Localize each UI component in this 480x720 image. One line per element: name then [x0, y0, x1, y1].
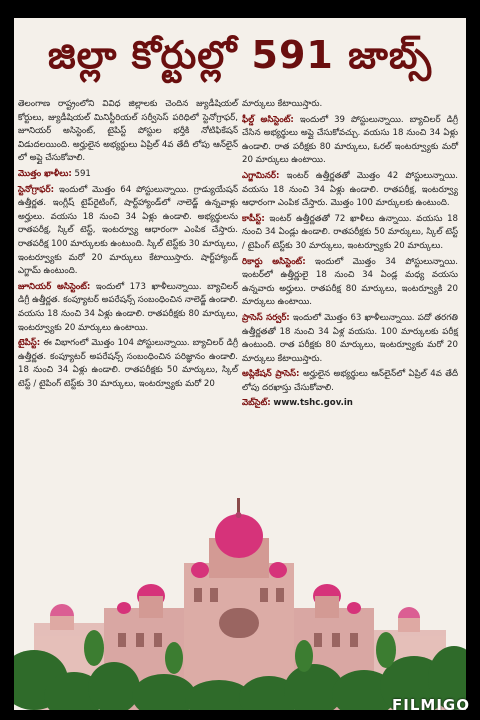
field-assistant-label: ఫీల్డ్ అసిస్టెంట్:: [242, 114, 294, 125]
process-server-text: ఇందులో మొత్తం 63 ఖాళీలున్నాయి. పదో తరగతి ఉత్తీర్ణతతో 18 నుంచి 34 ఏళ్ల వయసు. 100 మార్కులకు పరీక్ష ఉంటుంది. రాత పరీక్షకు 80 మార్కులు, ఇంటర్వ్యూకు మరో 20 మార్కులు కేటాయిస్తారు.: [242, 312, 459, 364]
newspaper-clipping: [14, 18, 466, 710]
right-column: [242, 98, 458, 413]
process-server-section: [242, 312, 458, 366]
filmigo-watermark: FILMIGO: [392, 696, 470, 714]
intro-paragraph: తెలంగాణ రాష్ట్రంలోని వివిధ జిల్లాలకు చెందిన జ్యుడీషియల్ కోర్టులు, జ్యుడీషియల్ మినిస్టీరియల్ సర్వీసెస్ పరిధిలో స్టెనోగ్రాఫర్, జూనియర్ అసిస్టెంట్, టైపిస్ట్ పోస్టుల భర్తీకి నోటిఫికేషన్ విడుదలయింది. అర్హులైన అభ్యర్థులు ఏప్రిల్ 4వ తేదీ లోపు ఆన్‌లైన్ లో అప్లై చేసుకోవాలి.: [18, 99, 238, 164]
copyist-text: ఇంటర్ ఉత్తీర్ణతతో 72 ఖాళీలు ఉన్నాయి. వయసు 18 నుంచి 34 ఏండ్లు ఉండాలి. రాతపరీక్షకు 50 మార్కులు, స్కిల్ టెస్ట్ / టైపింగ్ టెస్ట్‌కు 30 మార్కులు, ఇంటర్వ్యూకు 20 మార్కులు.: [242, 213, 459, 251]
stenographer-label: స్టెనోగ్రాఫర్:: [18, 184, 55, 195]
copyist-label: కాపీస్ట్:: [242, 213, 265, 224]
stenographer-section: [18, 184, 238, 279]
process-server-label: ప్రాసెస్ సర్వర్:: [242, 312, 290, 323]
stenographer-text: ఇందులో మొత్తం 64 పోస్టులున్నాయి. గ్రాడ్యుయేషన్ ఉత్తీర్ణత. ఇంగ్లీష్ టైప్‌రైటింగ్, షార్ట్‌హ్యాండ్‌లో నాలెడ్జ్ ఉన్నవాళ్లు అర్హులు. వయసు 18 నుంచి 34 ఏళ్లు ఉండాలి. అభ్యర్థులను రాతపరీక్ష, స్కిల్ టెస్ట్, ఇంటర్వ్యూ ఆధారంగా ఎంపిక చేస్తారు. రాతపరీక్ష 100 మార్కులకు ఉంటుంది. స్కిల్ టెస్ట్‌కు 30 మార్కులు, ఇంటర్వ్యూకు మరో 20 మార్కులు కేటాయిస్తారు. షార్ట్‌హ్యాండ్ ఎగ్జామ్ ఉంటుంది.: [18, 184, 239, 277]
record-assistant-section: [242, 256, 458, 310]
junior-assistant-section: [18, 281, 238, 335]
field-assistant-text: ఇందులో 39 పోస్టులున్నాయి. బ్యాచిలర్ డిగ్రీ చేసిన అభ్యర్థులు అప్లై చేసుకోవచ్చు. వయసు 18 నుంచి 34 ఏళ్లు ఉండాలి. రాత పరీక్షకు 80 మార్కులు, ఓరల్ ఇంటర్వ్యూకు మరో 20 మార్కులు ఉంటాయి.: [242, 114, 458, 166]
total-vacancies: [18, 168, 238, 182]
record-assistant-text: ఇందులో మొత్తం 34 పోస్టులున్నాయి. ఇంటర్‌లో ఉత్తీర్ణులై 18 నుంచి 34 ఏండ్ల మధ్య వయసు ఉన్నవారు అర్హులు. రాతపరీక్ష 80 మార్కులు, ఇంటర్వ్యూకి 20 మార్కులు ఉంటాయి.: [242, 256, 458, 308]
continued-text: మార్కులు కేటాయిస్తారు.: [242, 99, 323, 109]
field-assistant-section: [242, 114, 458, 168]
total-value: 591: [74, 168, 91, 179]
examiner-section: [242, 170, 458, 211]
typist-label: టైపిస్ట్:: [18, 338, 41, 349]
headline: జిల్లా కోర్టుల్లో 591 జాబ్స్: [47, 33, 433, 77]
examiner-text: ఇంటర్ ఉత్తీర్ణతతో మొత్తం 42 పోస్టులున్నాయి. వయసు 18 నుంచి 34 ఏళ్లు ఉండాలి. రాతపరీక్ష, ఇంటర్వ్యూ ఆధారంగా ఎంపిక చేస్తారు. మొత్తం 100 మార్కులకు ఉంటుంది.: [242, 170, 459, 209]
total-label: మొత్తం ఖాళీలు:: [18, 168, 72, 179]
copyist-section: [242, 213, 458, 254]
junior-assistant-label: జూనియర్ అసిస్టెంట్:: [18, 281, 91, 292]
high-court-illustration: [14, 458, 466, 710]
website-label: వెబ్‌సైట్:: [242, 398, 271, 409]
junior-assistant-text: ఇందులో 173 ఖాళీలున్నాయి. బ్యాచిలర్ డిగ్రీ ఉత్తీర్ణత. కంప్యూటర్ అపరేషన్స్ సంబంధించిన నాలెడ్జ్ ఉండాలి. వయసు 18 నుంచి 34 ఏళ్లు ఉండాలి. రాతపరీక్షకు 80 మార్కులు, ఇంటర్వ్యూకు 20 మార్కులు ఉంటాయి.: [18, 281, 238, 333]
application-process-label: అప్లికేషన్ ప్రాసెస్:: [242, 369, 300, 380]
examiner-label: ఎగ్జామినర్:: [242, 170, 280, 181]
typist-section: [18, 337, 238, 391]
website-link[interactable]: www.tshc.gov.in: [273, 398, 353, 409]
website-line: [242, 397, 458, 411]
typist-text: ఈ విభాగంలో మొత్తం 104 పోస్టులున్నాయి. బ్యాచిలర్ డిగ్రీ ఉత్తీర్ణత. కంప్యూటర్ అపరేషన్స్ సంబంధించిన పరిజ్ఞానం ఉండాలి. 18 నుంచి 34 ఏళ్లు ఉండాలి. రాతపరీక్షకు 50 మార్కులు, స్కిల్ టెస్ట్ / టైపింగ్ టెస్ట్‌కు 30 మార్కులు, ఇంటర్వ్యూకు మరో 20: [18, 338, 238, 389]
left-column: [18, 98, 238, 393]
application-process-section: [242, 368, 458, 395]
application-process-text: అర్హులైన అభ్యర్థులు ఆన్‌లైన్‌లో ఏప్రిల్ 4వ తేదీ లోపు దరఖాస్తు చేసుకోవాలి.: [242, 369, 459, 393]
record-assistant-label: రికార్డు అసిస్టెంట్:: [242, 256, 306, 267]
